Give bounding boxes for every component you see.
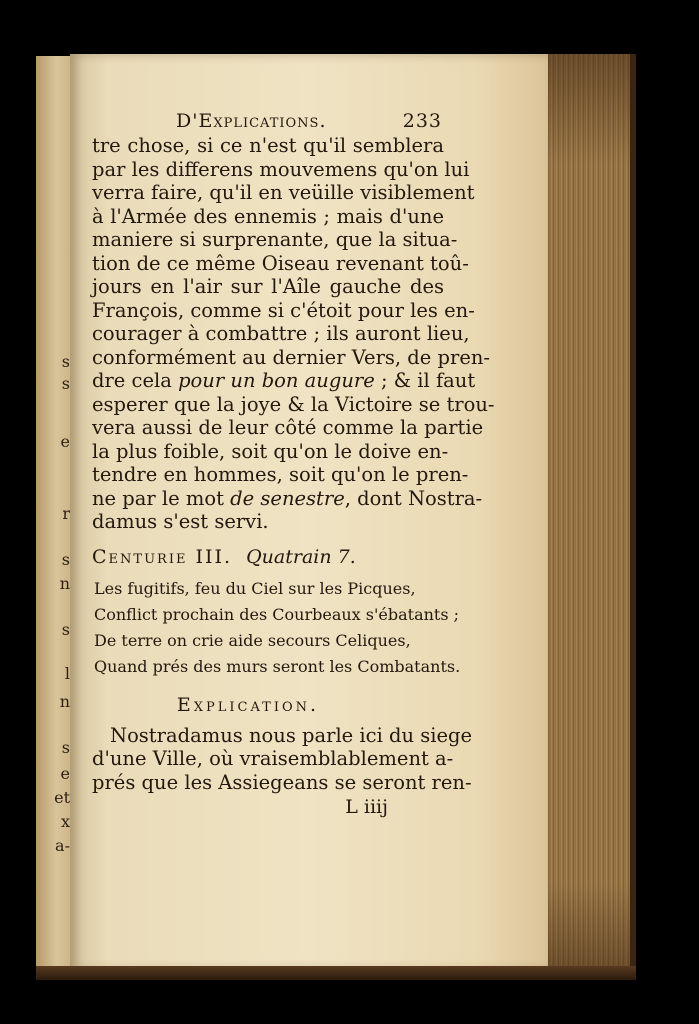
text-line: tre chose, si ce n'est qu'il semblera [92,134,444,157]
verse-line: De terre on crie aide secours Celiques, [94,630,411,650]
left-fragment: e [60,764,70,783]
left-fragment: s [61,550,70,569]
explication-heading: Explication. [176,693,320,716]
text-span: , dont Nostra- [344,486,483,510]
left-fragment: s [61,738,70,757]
text-line: vera aussi de leur côté comme la partie [92,416,484,439]
left-fragment: a- [55,836,70,855]
italic-phrase: pour un bon augure [178,369,375,392]
text-line: maniere si surprenante, que la situa- [92,228,458,251]
text-line: conformément au dernier Vers, de pren- [92,345,491,369]
verse-line: Quand prés des murs seront les Combatants. [94,656,461,676]
text-line: verra faire, qu'il en veüille visiblement [92,181,475,204]
left-fragment: n [59,574,70,593]
text-line: esperer que la joye & la Victoire se trou- [92,392,495,416]
verse-line: Conflict prochain des Courbeaux s'ébatants ; [94,604,460,624]
left-fragment: e [60,432,70,451]
text-line: tendre en hommes, soit qu'on le pren- [92,463,469,486]
left-fragment: s [61,352,70,371]
section-heading [92,546,444,576]
text-line: tion de ce même Oiseau revenant toû- [92,251,469,275]
centurie-title: Centurie III. [92,545,233,568]
text-line-last: damus s'est servi. [92,510,269,533]
left-fragment: x [60,812,70,831]
text-line: prés que les Assiegeans se seront ren- [92,770,472,794]
left-fragment: s [61,620,70,639]
running-header [92,110,444,134]
text-span: ne par le mot [92,486,231,510]
text-line: courager à combattre ; ils auront lieu, [92,322,470,345]
left-page-edge [36,56,72,968]
text-line: par les differens mouvemens qu'on lui [92,157,470,181]
text-line-senestre [92,486,483,511]
left-fragment: n [59,692,70,711]
text-span: dre cela [92,369,179,392]
left-fragment: l [64,664,70,683]
text-line-augure [92,369,476,393]
signature-mark: L iiij [345,796,388,818]
left-fragment: et [54,788,70,807]
page-text-block [92,110,495,818]
page-number: 233 [402,110,442,132]
quatrain-number: Quatrain 7. [246,545,356,568]
text-line: Nostradamus nous parle ici du siege [110,723,473,747]
page-edges-shadow [540,54,630,974]
verse-line: Les fugitifs, feu du Ciel sur les Picques, [94,578,416,598]
text-line: d'une Ville, où vraisemblablement a- [92,747,454,770]
running-title: D'Explications. [176,110,327,132]
book-cover-bottom [36,966,636,980]
text-span: ; & il faut [374,369,476,392]
text-line: à l'Armée des ennemis ; mais d'une [92,204,444,228]
italic-phrase: de senestre [230,486,345,510]
text-line: François, comme si c'étoit pour les en- [92,298,475,322]
text-line: jours en l'air sur l'Aîle gauche des [92,275,444,298]
text-line: la plus foible, soit qu'on le doive en- [92,439,449,463]
left-fragment: s [61,374,70,393]
left-fragment: r [62,504,70,523]
